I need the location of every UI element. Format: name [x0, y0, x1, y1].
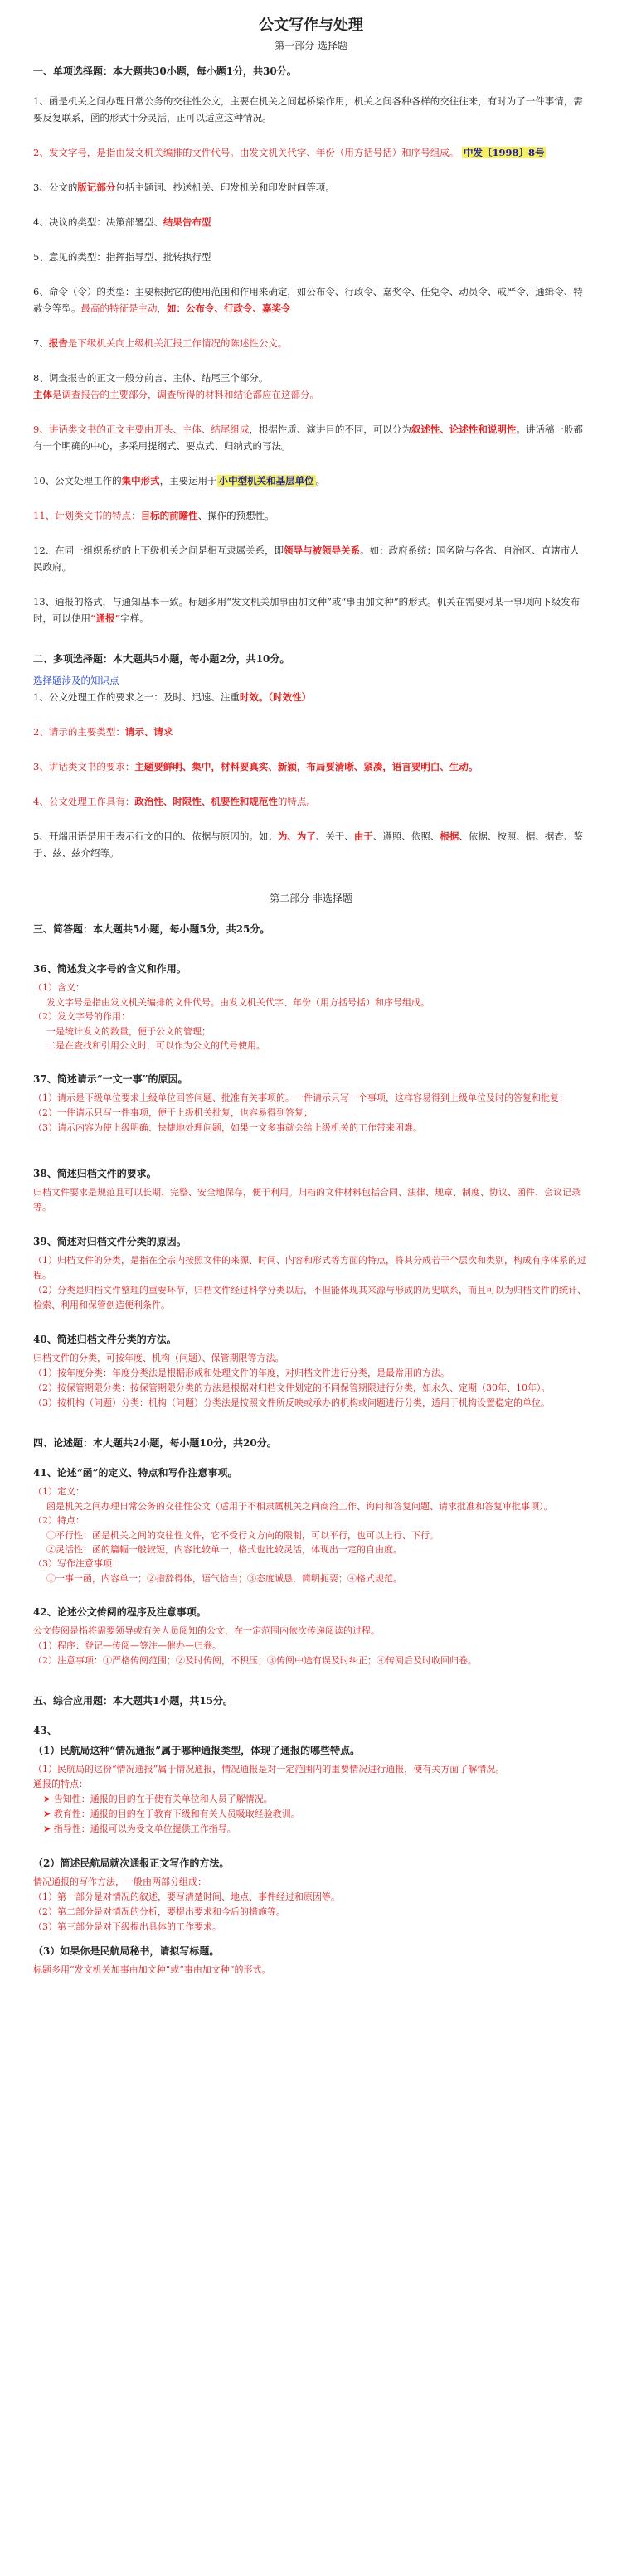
- q12-text-c: 。如：政府系统：国务院与各省、自治区、直辖市人民政府。: [33, 545, 580, 573]
- q41-answer-6: （3）写作注意事项：: [33, 1558, 121, 1569]
- question-39: [33, 1233, 589, 1313]
- q11-text: 11、计划类文书的特点：: [33, 510, 141, 521]
- q9-text-e: 。讲话稿一般都有一个明确的中心，多采用提纲式、要点式、归纳式的写法。: [33, 424, 583, 452]
- question-8: [33, 370, 589, 403]
- s2q5-t3: 、遵照、依照、: [372, 830, 440, 842]
- q40-answer-1: 归档文件的分类，可按年度、机构（问题）、保管期限等方法。: [33, 1353, 284, 1363]
- q43-part2-heading: （2）简述民航局就次通报正文写作的方法。: [33, 1857, 230, 1869]
- question-40: [33, 1331, 589, 1411]
- q3-text-a: 3、公文的: [33, 182, 78, 193]
- s2q5-text: 5、开端用语是用于表示行文的目的、依据与原因的。如：: [33, 830, 278, 842]
- q42-answer-3: （2）注意事项：①严格传阅范围；②及时传阅，不积压；③传阅中途有误及时纠正；④传阅后及时收回归卷。: [33, 1655, 477, 1666]
- q8-keyword: 主体: [33, 389, 52, 400]
- q43-answer-6: （3）第三部分是对下级提出具体的工作要求。: [33, 1921, 221, 1932]
- q36-answer-5: 二是在查找和引用公文时，可以作为公文的代号使用。: [46, 1040, 265, 1051]
- q12-text: 12、在同一组织系统的上下级机关之间是相互隶属关系，即: [33, 545, 284, 556]
- q10-text-a: 10、公文处理工作的: [33, 475, 122, 487]
- q43-bullet-2: ➤ 教育性：通报的目的在于教育下级和有关人员吸取经验教训。: [33, 1807, 589, 1822]
- q40-answer-3: （2）按保管期限分类：按保管期限分类的方法是根据对归档文件划定的不同保管期限进行分类，如永久、定期（30年、10年）。: [33, 1382, 551, 1393]
- question-4: [33, 214, 589, 230]
- q43-part3-heading: （3）如果你是民航局秘书，请拟写标题。: [33, 1945, 220, 1957]
- question-6: [33, 283, 589, 317]
- s2q2-text: 2、请示的主要类型：: [33, 726, 125, 738]
- q10-text-c: ，主要运用于: [159, 475, 217, 487]
- q4-keyword: 结果告布型: [163, 216, 211, 228]
- q42-heading: 42、论述公文传阅的程序及注意事项。: [33, 1606, 207, 1618]
- question-7: [33, 335, 589, 351]
- q38-answer-1: 归档文件要求是规范且可以长期、完整、安全地保存，便于利用。归档的文件材料包括合同、法律、规章、制度、协议、函件、会议记录等。: [33, 1187, 581, 1213]
- q43-answer-2: 通报的特点：: [33, 1779, 88, 1789]
- q41-answer-5: ②灵活性：函的篇幅一般较短，内容比较单一，格式也比较灵活，体现出一定的自由度。: [46, 1544, 402, 1555]
- q13-keyword: “通报”: [90, 613, 121, 624]
- section-2-subheading: 选择题涉及的知识点: [33, 675, 119, 686]
- q9-text-c: ，根据性质、演讲目的不同，可以分为: [249, 424, 411, 435]
- s2q1-keyword-c: 。（时效性）: [258, 691, 312, 703]
- q43-answer-4: （1）第一部分是对情况的叙述，要写清楚时间、地点、事件经过和原因等。: [33, 1891, 340, 1902]
- q37-answer-2: （2）一件请示只写一件事项，便于上级机关批复，也容易得到答复；: [33, 1107, 313, 1118]
- q43-answer-1: （1）民航局的这份“情况通报”属于情况通报，情况通报是对一定范围内的重要情况进行通报，使有关方面了解情况。: [33, 1764, 505, 1775]
- q7-keyword: 报告: [48, 337, 68, 349]
- question-11: [33, 507, 589, 524]
- question-38: [33, 1165, 589, 1215]
- s2q4-text-c: 的特点。: [277, 796, 316, 807]
- question-2: [33, 144, 589, 161]
- part-2-heading: 第二部分 非选择题: [270, 893, 352, 904]
- q41-answer-7: ①一事一函，内容单一；②措辞得体，语气恰当；③态度诚恳，简明扼要；④格式规范。: [46, 1573, 402, 1584]
- question-42: [33, 1604, 589, 1668]
- q40-heading: 40、简述归档文件分类的方法。: [33, 1334, 177, 1345]
- section-4-heading: 四、论述题：本大题共2小题，每小题10分，共20分。: [33, 1437, 277, 1449]
- q6-feature: 最高的特征是主动，: [80, 303, 167, 314]
- doc-subtitle: 第一部分 选择题: [275, 40, 347, 51]
- q12-keyword: 领导与被领导关系: [284, 545, 361, 556]
- q37-heading: 37、简述请示“一文一事”的原因。: [33, 1073, 188, 1085]
- q2-text: 2、发文字号，是指由发文机关编排的文件代号。由发文机关代字、年份（用方括号括）和序号组成。: [33, 147, 459, 158]
- s2q5-k2: 由于: [353, 830, 373, 842]
- section-5-heading: 五、综合应用题：本大题共1小题，共15分。: [33, 1695, 234, 1707]
- q4-text: 4、决议的类型：决策部署型、: [33, 216, 163, 228]
- question-1: 1、函是机关之间办理日常公务的交往性公文，主要在机关之间起桥梁作用，机关之间各种各样的交往往来，有时为了一件事情，需要反复联系，函的形式十分灵活，正可以适应这种情况。: [33, 95, 583, 123]
- q38-heading: 38、简述归档文件的要求。: [33, 1168, 157, 1179]
- s2q4-text: 4、公文处理工作具有：: [33, 796, 135, 807]
- q3-text-c: 包括主题词、抄送机关、印发机关和印发时间等项。: [115, 182, 335, 193]
- q8-text: 8、调查报告的正文一般分前言、主体、结尾三个部分。: [33, 372, 269, 384]
- q36-answer-4: 一是统计发文的数量，便于公文的管理；: [46, 1026, 211, 1037]
- s2-question-4: [33, 793, 589, 810]
- question-10: [33, 472, 589, 489]
- q9-keyword: 叙述性、论述性和说明性: [411, 424, 517, 435]
- question-41: [33, 1465, 589, 1586]
- q9-text-a: 9、讲话类文书的正文: [33, 424, 125, 435]
- q43-part1-heading: （1）民航局这种“情况通报”属于哪种通报类型，体现了通报的哪些特点。: [33, 1745, 361, 1756]
- q37-answer-3: （3）请示内容为使上级明确、快捷地处理问题，如果一文多事就会给上级机关的工作带来困难。: [33, 1122, 422, 1133]
- s2q5-t4: 、依据、按照、据、据查、鉴于、兹、兹介绍等。: [33, 830, 583, 859]
- q43-heading: 43、: [33, 1725, 57, 1736]
- s2-question-2: [33, 724, 589, 740]
- q39-answer-2: （2）分类是归档文件整理的重要环节，归档文件经过科学分类以后，不但能体现其来源与形成的历史联系，而且可以为归档文件的统计、检索、利用和保管创造便利条件。: [33, 1285, 586, 1310]
- q41-answer-1: （1）定义：: [33, 1486, 85, 1497]
- q41-answer-2: 函是机关之间办理日常公务的交往性公文（适用于不相隶属机关之间商洽工作、询问和答复问题、请求批准和答复审批事项）。: [46, 1501, 553, 1512]
- q36-answer-1: （1）含义：: [33, 982, 85, 993]
- q42-answer-2: （1）程序：登记—传阅—签注—催办—归卷。: [33, 1640, 221, 1651]
- q8-text-c: 是调查报告的主要部分，调查所得的材料和结论都应在这部分。: [52, 389, 319, 400]
- s2q5-k1: 为、为了: [277, 830, 316, 842]
- section-3-heading: 三、简答题：本大题共5小题，每小题5分，共25分。: [33, 923, 270, 935]
- q43-bullet-1: ➤ 告知性：通报的目的在于使有关单位和人员了解情况。: [33, 1792, 589, 1807]
- s2q2-keyword: 请示、请求: [124, 726, 173, 738]
- q9-text-b: 主要由开头、主体、结尾组成: [124, 424, 250, 435]
- question-9: [33, 421, 589, 454]
- question-36: [33, 961, 589, 1053]
- doc-title: 公文写作与处理: [259, 17, 363, 34]
- q39-answer-1: （1）归档文件的分类，是指在全宗内按照文件的来源、时间、内容和形式等方面的特点，将其分成若干个层次和类别，构成有序体系的过程。: [33, 1255, 586, 1281]
- q10-keyword: 集中形式: [121, 475, 160, 487]
- q36-answer-2: 发文字号是指由发文机关编排的文件代号。由发文机关代字、年份（用方括号括）和序号组成。: [46, 997, 430, 1008]
- q41-heading: 41、论述“函”的定义、特点和写作注意事项。: [33, 1467, 238, 1479]
- q7-text: 是下级机关向上级机关汇报工作情况的陈述性公文。: [67, 337, 288, 349]
- question-13: [33, 593, 589, 627]
- question-5: 5、意见的类型：指挥指导型、批转执行型: [33, 251, 211, 263]
- s2q1-text: 1、公文处理工作的要求之一：及时、迅速、注重: [33, 691, 240, 703]
- s2q3-text: 3、讲话类文书的要求：: [33, 761, 135, 772]
- q41-answer-3: （2）特点：: [33, 1515, 85, 1526]
- question-37: [33, 1071, 589, 1135]
- q13-text: 13、通报的格式，与通知基本一致。标题多用“发文机关加事由加文种”或“事由加文种”的形式。机关在需要对某一事项向下级发布时，可以使用: [33, 596, 581, 624]
- q3-keyword: 版记部分: [77, 182, 116, 193]
- q2-example: 中发〔1998〕8号: [463, 147, 545, 158]
- s2-question-3: [33, 758, 589, 775]
- q10-highlight: 小中型机关和基层单位: [218, 475, 314, 487]
- q10-text-e: 。: [315, 475, 326, 487]
- q36-answer-3: （2）发文字号的作用：: [33, 1011, 130, 1022]
- q13-text-c: 字样。: [120, 613, 149, 624]
- q40-answer-2: （1）按年度分类：年度分类法是根据形成和处理文件的年度，对归档文件进行分类，是最常用的方法。: [33, 1368, 449, 1378]
- question-12: [33, 542, 589, 575]
- q43-answer-5: （2）第二部分是对情况的分析，要提出要求和今后的措施等。: [33, 1906, 285, 1917]
- s2q4-keyword: 政治性、时限性、机要性和规范性: [134, 796, 278, 807]
- s2-question-1: [33, 689, 589, 705]
- q11-keyword: 目标的前瞻性: [140, 510, 198, 521]
- section-1-heading: 一、单项选择题：本大题共30小题，每小题1分，共30分。: [33, 65, 297, 77]
- s2q5-k3: 根据: [440, 830, 459, 842]
- q40-answer-4: （3）按机构（问题）分类：机构（问题）分类法是按照文件所反映或承办的机构或问题进行分类，适用于机构设置稳定的单位。: [33, 1397, 550, 1408]
- question-43: [33, 1722, 589, 1978]
- q6-text: 6、命令（令）的类型：主要根据它的使用范围和作用来确定，如公布令、行政令、嘉奖令、任免令、动员令、戒严令、通缉令、特赦令等型。: [33, 286, 583, 314]
- q39-heading: 39、简述对归档文件分类的原因。: [33, 1236, 187, 1247]
- s2-question-5: [33, 828, 589, 861]
- s2q5-t2: 、关于、: [315, 830, 354, 842]
- q41-answer-4: ①平行性：函是机关之间的交往性文件，它不受行文方向的限制，可以平行，也可以上行、下行。: [46, 1530, 439, 1541]
- q11-text-c: 、操作的预想性。: [197, 510, 275, 521]
- s2q1-keyword: 时效: [239, 691, 259, 703]
- q43-bullet-3: ➤ 指导性：通报可以为受文单位提供工作指导。: [33, 1822, 589, 1837]
- q42-answer-1: 公文传阅是指将需要领导或有关人员阅知的公文，在一定范围内依次传递阅读的过程。: [33, 1625, 380, 1636]
- question-3: [33, 179, 589, 196]
- q36-heading: 36、简述发文字号的含义和作用。: [33, 963, 187, 975]
- q43-answer-7: 标题多用“发文机关加事由加文种”或“事由加文种”的形式。: [33, 1964, 271, 1975]
- q7-num: 7、: [33, 337, 49, 349]
- s2q3-keyword: 主题要鲜明、集中，材料要真实、新颖，布局要清晰、紧凑，语言要明白、生动。: [134, 761, 479, 772]
- q37-answer-1: （1）请示是下级单位要求上级单位回答问题、批准有关事项的。一件请示只写一个事项，这样容易得到上级单位及时的答复和批复；: [33, 1092, 568, 1103]
- section-2-heading: 二、多项选择题：本大题共5小题，每小题2分，共10分。: [33, 653, 290, 665]
- q6-keyword: 如：公布令、行政令、嘉奖令: [167, 303, 291, 314]
- q43-answer-3: 情况通报的写作方法，一般由两部分组成：: [33, 1876, 207, 1887]
